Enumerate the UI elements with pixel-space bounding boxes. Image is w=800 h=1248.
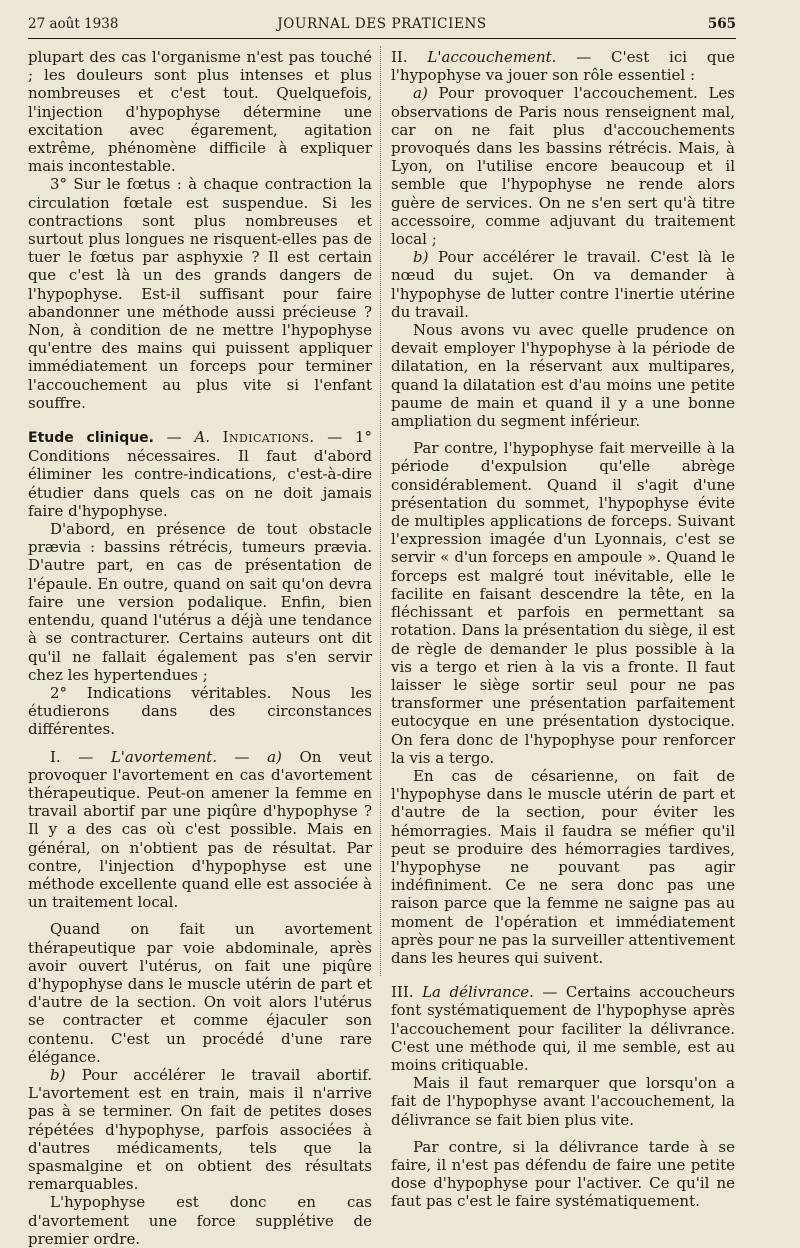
right-paragraph-6: En cas de césarienne, on fait de l'hypophyse dans le muscle utérin de part et d'autre de la section, pour éviter les hémorragies. Mais il faudra se méfier qu'il peut se produire des hémorragies tardives, l'hypophyse ne pouvant pas agir indéfiniment. Ce ne sera donc pas une raison parce que la femme ne saigne pas au moment de l'opération et immédiatement après pour ne pas la surveiller attentivement dans les heures qui suivent.: [391, 766, 735, 967]
subsection-heading: Indications.: [222, 428, 315, 447]
childbirth-title: L'accouchement.: [427, 48, 557, 66]
delivery-title: La délivrance.: [422, 983, 534, 1002]
left-paragraph-4: D'abord, en présence de tout obstacle prævia : bassins rétrécis, tumeurs prævia. D'autre part, en cas de présentation de l'épaule. En outre, quand on sait qu'on devra faire une version podalique. Enfin, bien entendu, quand l'utérus a déjà une tendance à se contracturer. Certains auteurs ont dit qu'il ne fallait également pas s'en servir chez les hypertendues ;: [28, 520, 372, 684]
right-paragraph-9: Par contre, si la délivrance tarde à se faire, il n'est pas défendu de faire une petite dose d'hypophyse pour l'activer. Ce qu'il ne faut pas c'est le faire systématiquement.: [391, 1137, 735, 1211]
heading-dash: —: [154, 428, 195, 447]
section-letter: A.: [194, 428, 210, 447]
abortion-number: I. —: [50, 747, 111, 766]
clinical-study-text: — 1° Conditions nécessaires. Il faut d'abord éliminer les contre-indications, c'est-à-dire étudier dans quels cas on ne doit jamais faire d'hypophyse.: [28, 428, 372, 520]
header-rule: [28, 38, 736, 39]
letter-b-left: b): [50, 1065, 66, 1084]
abortion-title: L'avortement.: [110, 747, 217, 766]
delivery-paragraph: [391, 983, 735, 1074]
paragraph-3-text: Pour accélérer le travail. C'est là le nœud du sujet. On va demander à l'hypophyse de lutter contre l'inertie utérine du travail.: [391, 248, 735, 321]
delivery-text: — Certains accoucheurs font systématiquement de l'hypophyse après l'accouchement pour faciliter la délivrance. C'est une méthode qui, il me semble, est au moins critiquable.: [391, 983, 736, 1074]
abortion-paragraph: [28, 748, 372, 912]
left-paragraph-9: L'hypophyse est donc en cas d'avortement une force supplétive de premier ordre.: [28, 1193, 372, 1248]
right-paragraph-3: [391, 248, 735, 321]
right-column: [391, 48, 735, 1211]
right-paragraph-2: [391, 84, 735, 248]
heading-space: [210, 428, 223, 446]
left-paragraph-5: 2° Indications véritables. Nous les étudierons dans des circonstances différentes.: [28, 683, 372, 739]
letter-b-right: b): [413, 248, 429, 267]
section-heading: Etude clinique.: [28, 430, 154, 447]
left-paragraph-8: [28, 1066, 372, 1193]
page-number: 565: [707, 16, 736, 32]
left-paragraph-7: Quand on fait un avortement thérapeutique par voie abdominale, après avoir ouvert l'utérus, on fait une piqûre d'hypophyse dans le muscle utérin de part et d'autre de la section. On voit alors l'utérus se contracter et comme éjaculer son contenu. C'est un procédé d'une rare élégance.: [28, 920, 372, 1066]
delivery-number: III.: [391, 983, 423, 1002]
right-paragraph-5: Par contre, l'hypophyse fait merveille à la période d'expulsion qu'elle abrège considérablement. Quand il s'agit d'une présentation du sommet, l'hypophyse évite de multiples applications de forceps. Suivant l'expression imagée d'un Lyonnais, c'est se servir « d'un forceps en ampoule ». Quand le forceps est malgré tout inévitable, elle le facilite en faisant descendre la tête, en la fléchissant et parfois en permettant sa rotation. Dans la présentation du siège, il est de règle de demander le plus possible à la vis a tergo et rien à la vis a fronte. Il faut laisser le siège sortir seul pour ne pas transformer une présentation parfaitement eutocyque en une présentation dystocique. On fera donc de l'hypophyse pour renforcer la vis a tergo.: [391, 439, 735, 767]
childbirth-text: — C'est ici que l'hypophyse va jouer son rôle essentiel :: [391, 48, 735, 85]
right-paragraph-4: Nous avons vu avec quelle prudence on devait employer l'hypophyse à la période de dilatation, en la réservant aux multipares, quand la dilatation est d'au moins une petite paume de main et quand il y a une bonne ampliation du segment inférieur.: [391, 321, 735, 431]
journal-title: JOURNAL DES PRATICIENS: [277, 16, 487, 32]
left-column: [28, 48, 372, 1248]
left-paragraph-2: 3° Sur le fœtus : à chaque contraction la circulation fœtale est suspendue. Si les contractions sont plus nombreuses et surtout plus longues ne risquent-elles pas de tuer le fœtus par asphyxie ? Il est certain que c'est là un des grands dangers de l'hypophyse. Est-il suffisant pour faire abandonner une méthode aussi précieuse ? Non, à condition de ne mettre l'hypophyse qu'entre des mains qui puissent appliquer immédiatement un forceps pour terminer l'accouchement au plus vite si l'enfant souffre.: [28, 175, 372, 412]
clinical-study-paragraph: [28, 428, 372, 520]
paragraph-8-text: Pour accélérer le travail abortif. L'avortement est en train, mais il n'arrive pas à se terminer. On fait de petites doses répétées d'hypophyse, parfois associées à d'autres médicaments, tels que la spasmalgine et on obtient des résultats remarquables.: [28, 1065, 372, 1194]
abortion-letter-a: a): [267, 747, 282, 766]
letter-a-right: a): [413, 84, 428, 103]
abortion-dash: —: [216, 747, 268, 766]
left-paragraph-1: plupart des cas l'organisme n'est pas touché ; les douleurs sont plus intenses et plus nombreuses et c'est tout. Quelquefois, l'injection d'hypophyse détermine une excitation avec égarement, agitation extrême, phénomène difficile à expliquer mais incontestable.: [28, 48, 372, 176]
abortion-text: On veut provoquer l'avortement en cas d'avortement thérapeutique. Peut-on amener la femme en travail abortif par une piqûre d'hypophyse ? Il y a des cas où c'est possible. Mais en général, on n'obtient pas de résultat. Par contre, l'injection d'hypophyse est une méthode excellente quand elle est associée à un traitement local.: [28, 747, 372, 912]
right-paragraph-8: Mais il faut remarquer que lorsqu'on a fait de l'hypophyse avant l'accouchement, la délivrance se fait bien plus vite.: [391, 1074, 735, 1129]
childbirth-paragraph: [391, 48, 735, 84]
column-divider: [380, 46, 381, 976]
running-header: [28, 14, 736, 36]
issue-date: 27 août 1938: [28, 16, 119, 32]
childbirth-number: II.: [391, 48, 428, 66]
paragraph-2-text: Pour provoquer l'accouchement. Les observations de Paris nous renseignent mal, car on ne fait plus d'accouchements provoqués dans les bassins rétrécis. Mais, à Lyon, on l'utilise encore beaucoup et il semble que l'hypophyse ne rende alors guère de services. On ne s'en sert qu'à titre accessoire, comme adjuvant du traitement local ;: [391, 84, 735, 249]
